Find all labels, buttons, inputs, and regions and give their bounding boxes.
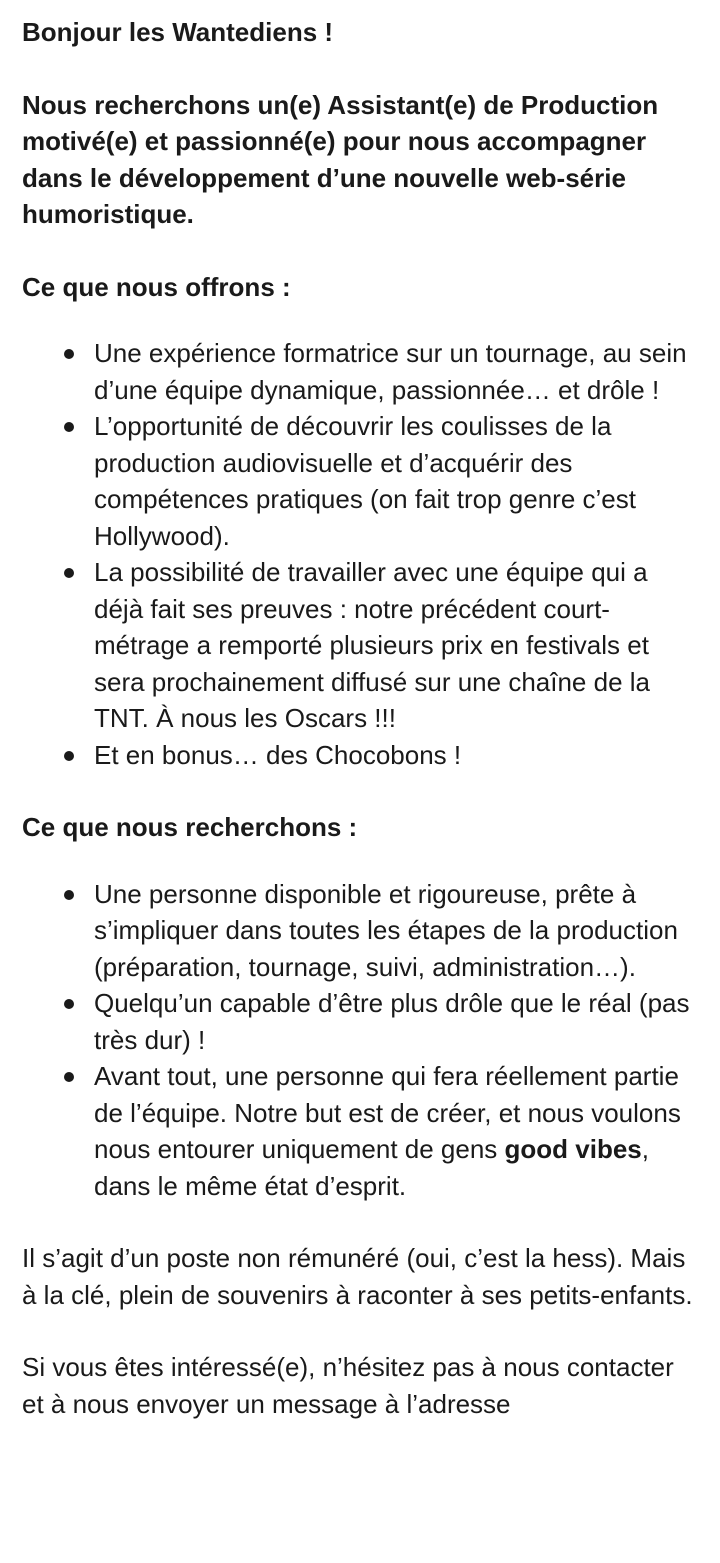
list-item — [94, 554, 696, 737]
list-item — [94, 737, 696, 774]
bullet-icon — [64, 999, 74, 1009]
offer-heading: Ce que nous offrons : — [22, 271, 291, 302]
greeting: Bonjour les Wantediens ! — [22, 17, 334, 47]
intro-paragraph: Nous recherchons un(e) Assistant(e) de Production motivé(e) et passionné(e) pour nous accompagner dans le développement d’une nouvelle web-série humoristique. — [22, 89, 659, 229]
bullet-icon — [64, 422, 74, 432]
list-item-text-before: Avant tout, une personne qui fera réellement partie de l’équipe. Notre but est de créer, et nous voulons nous entourer uniquement de gens — [94, 1061, 681, 1164]
list-item — [94, 408, 696, 554]
list-item — [94, 1058, 696, 1204]
list-item-text: Une expérience formatrice sur un tournage, au sein d’une équipe dynamique, passionnée… et drôle ! — [94, 338, 687, 405]
bullet-icon — [64, 349, 74, 359]
bullet-icon — [64, 568, 74, 578]
list-item-text: La possibilité de travailler avec une équipe qui a déjà fait ses preuves : notre précédent court-métrage a remporté plusieurs prix en festivals et sera prochainement diffusé sur une chaîne de la TNT. À nous les Oscars !!! — [94, 557, 650, 733]
bullet-icon — [64, 890, 74, 900]
list-item — [94, 985, 696, 1058]
list-item-text: L’opportunité de découvrir les coulisses de la production audiovisuelle et d’acquérir des compétences pratiques (on fait trop genre c’est Hollywood). — [94, 411, 636, 551]
list-item — [94, 876, 696, 986]
seek-list — [22, 876, 696, 1205]
list-item-text: Une personne disponible et rigoureuse, prête à s’impliquer dans toutes les étapes de la production (préparation, tournage, suivi, administration…). — [94, 878, 678, 982]
contact-paragraph: Si vous êtes intéressé(e), n’hésitez pas à nous contacter et à nous envoyer un message à l’adresse — [22, 1352, 674, 1419]
good-vibes-emphasis: good vibes — [504, 1134, 642, 1164]
bullet-icon — [64, 751, 74, 761]
seek-heading: Ce que nous recherchons : — [22, 812, 358, 842]
list-item — [94, 335, 696, 408]
list-item-text: Et en bonus… des Chocobons ! — [94, 739, 462, 770]
list-item-text-after: , dans le même état d’esprit. — [94, 1134, 649, 1201]
offer-list — [22, 335, 696, 773]
list-item-text: Quelqu’un capable d’être plus drôle que le réal (pas très dur) ! — [94, 988, 690, 1055]
bullet-icon — [64, 1072, 74, 1082]
unpaid-paragraph: Il s’agit d’un poste non rémunéré (oui, c’est la hess). Mais à la clé, plein de souvenirs à raconter à ses petits-enfants. — [22, 1243, 693, 1310]
